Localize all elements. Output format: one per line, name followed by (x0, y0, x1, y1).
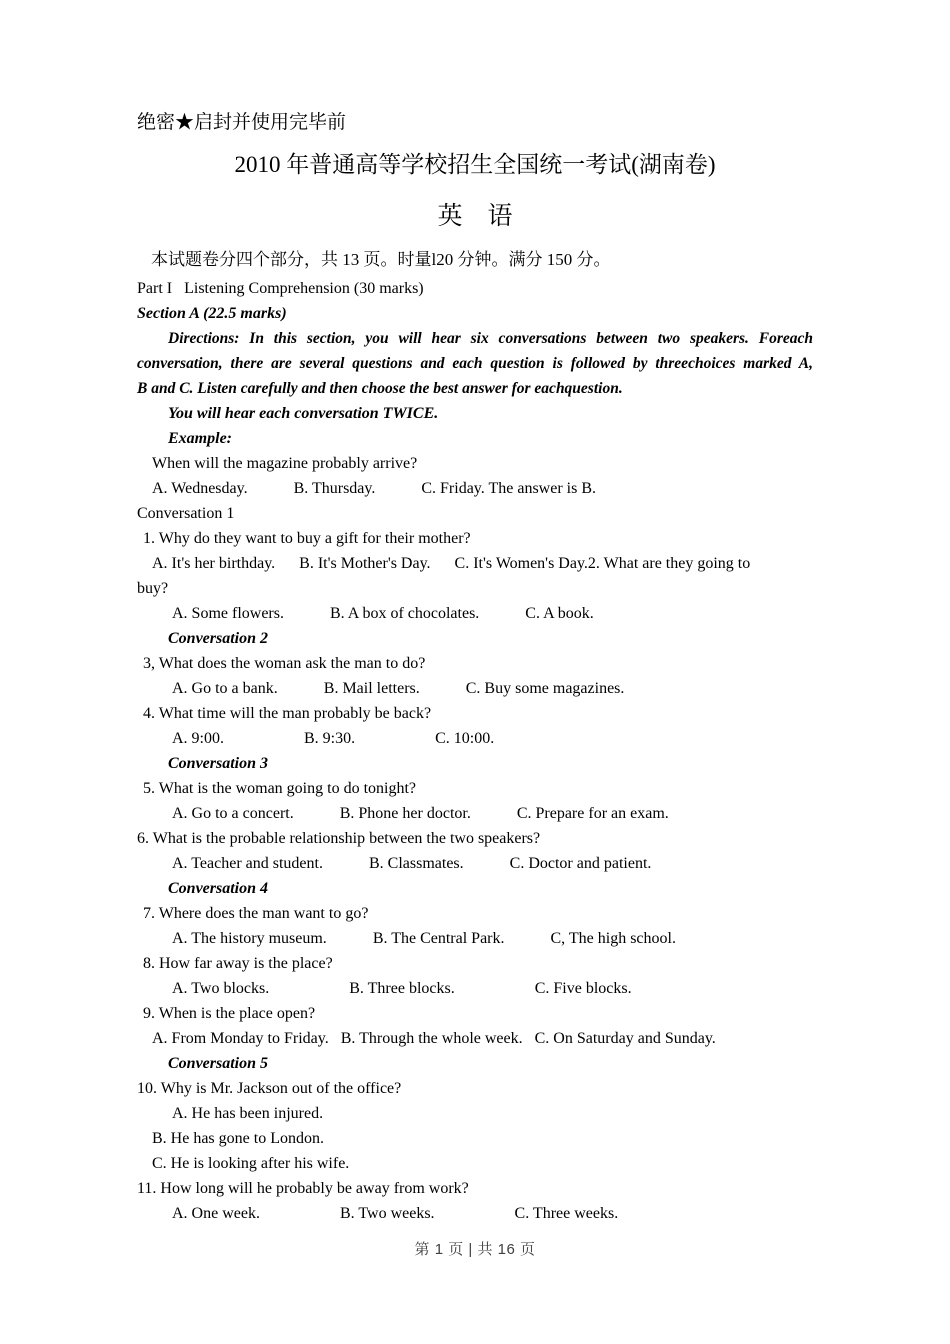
option-item: C. Prepare for an exam. (516, 805, 669, 822)
option-item: C. It's Women's Day.2. What are they going to (454, 555, 751, 572)
option-item: A. From Monday to Friday. (152, 1030, 329, 1047)
option-item: A. One week. (172, 1205, 260, 1222)
option-item: C. Friday. The answer is B. (421, 480, 597, 497)
option-item: B. Through the whole week. (340, 1030, 523, 1047)
option-item: C. 10:00. (435, 730, 495, 747)
options-row (137, 676, 813, 701)
option-item: A. 9:00. (172, 730, 224, 747)
options-row (137, 476, 813, 501)
page-indicator: 第 1 页 | 共 16 页 (414, 1241, 536, 1258)
exam-title: 2010 年普通高等学校招生全国统一考试(湖南卷) (234, 152, 716, 177)
conversation-heading: Example: (168, 430, 232, 447)
option-item: A. Go to a bank. (172, 680, 278, 697)
options-row (137, 851, 813, 876)
option-item: B. The Central Park. (372, 930, 505, 947)
directions-line: B and C. Listen carefully and then choose the best answer for eachquestion. (137, 380, 623, 397)
directions-line: Directions: In this section, you will hear six conversations between two speakers. Foreach (168, 330, 813, 347)
directions-line: conversation, there are several questions and each question is followed by threechoices marked A, (137, 355, 813, 372)
page-footer (0, 1238, 950, 1259)
option-item: A. Some flowers. (172, 605, 284, 622)
option-item: B. Phone her doctor. (339, 805, 471, 822)
options-row (137, 926, 813, 951)
part-heading: Part I Listening Comprehension (30 marks) (137, 280, 424, 297)
question-line: 6. What is the probable relationship between the two speakers? (137, 830, 541, 847)
intro-line: 本试题卷分四个部分，共 13 页。时量l20 分钟。满分 150 分。 (151, 250, 611, 269)
question-line: 5. What is the woman going to do tonight? (143, 780, 417, 797)
option-item: B. A box of chocolates. (329, 605, 480, 622)
option-item: B. Classmates. (368, 855, 464, 872)
option-item: B. Two weeks. (339, 1205, 435, 1222)
option-item: B. It's Mother's Day. (299, 555, 431, 572)
option-item: C. On Saturday and Sunday. (534, 1030, 716, 1047)
question-line: 10. Why is Mr. Jackson out of the office? (137, 1080, 402, 1097)
subject-title: 英 语 (437, 203, 513, 230)
options-row (137, 1026, 813, 1051)
text-line: When will the magazine probably arrive? (152, 455, 418, 472)
question-line: 11. How long will he probably be away from work? (137, 1180, 469, 1197)
options-row (137, 726, 813, 751)
options-row (137, 1201, 813, 1226)
options-row (137, 1101, 813, 1126)
document-body (137, 276, 813, 1226)
options-row (137, 801, 813, 826)
option-item: A. It's her birthday. (152, 555, 276, 572)
options-row (137, 1126, 813, 1151)
question-line: 3, What does the woman ask the man to do? (143, 655, 426, 672)
conversation-heading: You will hear each conversation TWICE. (168, 405, 439, 422)
options-row (137, 976, 813, 1001)
option-item: C. Buy some magazines. (465, 680, 625, 697)
conversation-heading: Conversation 4 (168, 880, 269, 897)
question-line: 1. Why do they want to buy a gift for their mother? (143, 530, 471, 547)
text-line: buy? (137, 580, 169, 597)
option-item: C. He is looking after his wife. (152, 1155, 350, 1172)
question-line: 4. What time will the man probably be back? (143, 705, 432, 722)
options-row (137, 1151, 813, 1176)
option-item: C. Three weeks. (514, 1205, 619, 1222)
option-item: B. Three blocks. (349, 980, 455, 997)
conversation-heading: Conversation 5 (168, 1055, 269, 1072)
option-item: B. Mail letters. (323, 680, 420, 697)
option-item: A. Go to a concert. (172, 805, 294, 822)
question-line: 7. Where does the man want to go? (143, 905, 369, 922)
option-item: C. Doctor and patient. (509, 855, 652, 872)
option-item: C. A book. (525, 605, 594, 622)
options-row (137, 601, 813, 626)
option-item: B. Thursday. (293, 480, 376, 497)
option-item: A. Two blocks. (172, 980, 270, 997)
option-item: C, The high school. (550, 930, 676, 947)
option-item: C. Five blocks. (534, 980, 632, 997)
conversation-heading: Conversation 2 (168, 630, 269, 647)
option-item: B. 9:30. (304, 730, 356, 747)
option-item: B. He has gone to London. (152, 1130, 324, 1147)
options-row (137, 551, 813, 576)
question-line: 9. When is the place open? (143, 1005, 316, 1022)
conversation-heading: Conversation 3 (168, 755, 269, 772)
option-item: A. Wednesday. (152, 480, 248, 497)
option-item: A. The history museum. (172, 930, 327, 947)
security-notice: 绝密★启封并使用完毕前 (137, 112, 347, 133)
text-line: Conversation 1 (137, 505, 235, 522)
option-item: A. Teacher and student. (172, 855, 323, 872)
option-item: A. He has been injured. (172, 1105, 324, 1122)
section-heading: Section A (22.5 marks) (137, 305, 287, 322)
question-line: 8. How far away is the place? (143, 955, 333, 972)
